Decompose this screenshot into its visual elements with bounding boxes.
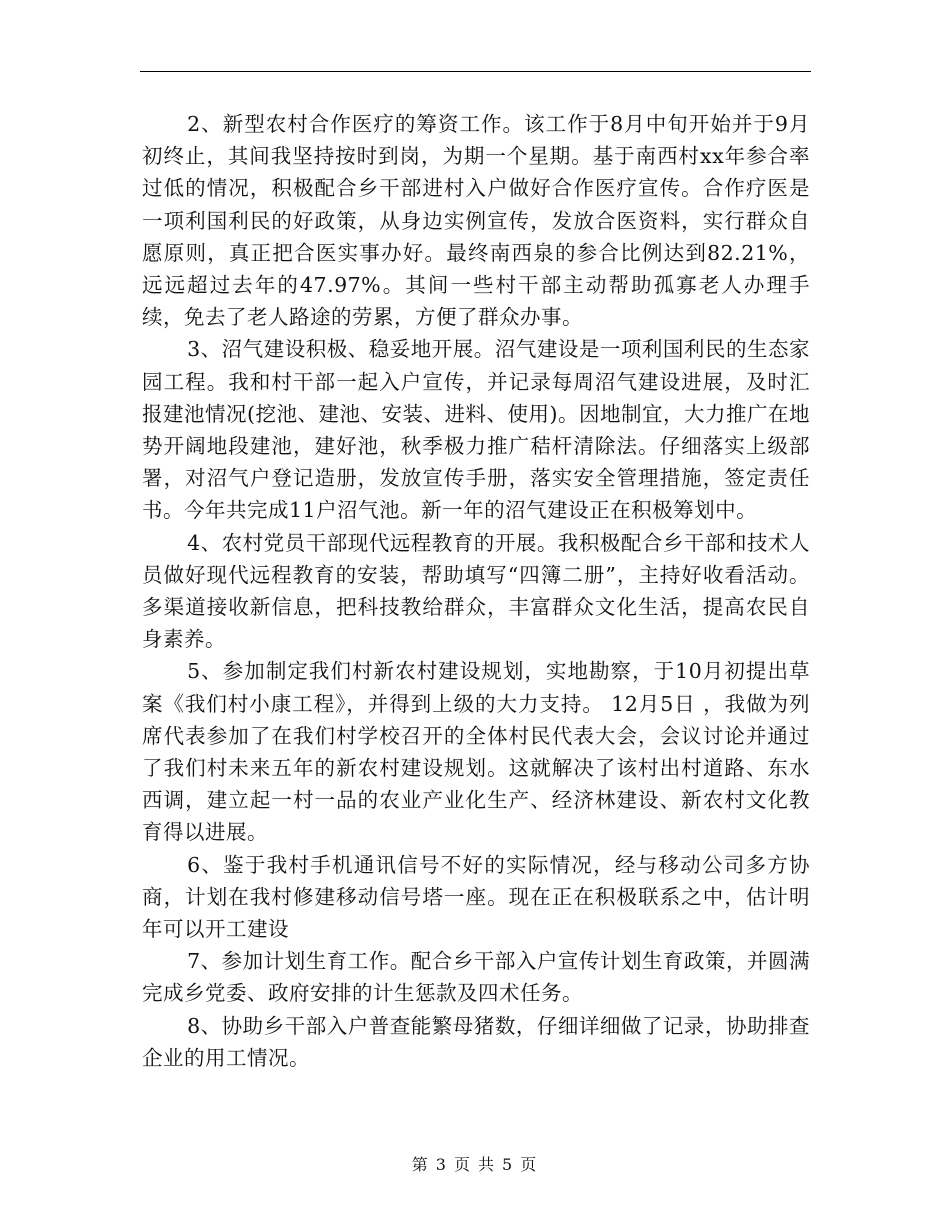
page-footer <box>0 1152 950 1175</box>
header-rule <box>140 71 811 72</box>
footer-current-page: 3 <box>435 1155 448 1174</box>
paragraph-4: 4、农村党员干部现代远程教育的开展。我积极配合乡干部和技术人员做好现代远程教育的安装，帮助填写“四簿二册”，主持好收看活动。多渠道接收新信息，把科技教给群众，丰富群众文化生活，提高农民自身素养。 <box>142 530 810 652</box>
footer-suffix: 页 <box>520 1155 539 1174</box>
footer-total-pages: 5 <box>502 1155 515 1174</box>
footer-total-word: 共 <box>478 1155 497 1174</box>
footer-prefix: 第 <box>411 1155 430 1174</box>
paragraph-8: 8、协助乡干部入户普查能繁母猪数，仔细详细做了记录，协助排查企业的用工情况。 <box>142 1013 810 1070</box>
paragraph-6: 6、鉴于我村手机通讯信号不好的实际情况，经与移动公司多方协商，计划在我村修建移动信号塔一座。现在正在积极联系之中，估计明年可以开工建设 <box>142 852 810 942</box>
body-text <box>142 108 810 1074</box>
paragraph-3: 3、沼气建设积极、稳妥地开展。沼气建设是一项利国利民的生态家园工程。我和村干部一起入户宣传，并记录每周沼气建设进展，及时汇报建池情况(挖池、建池、安装、进料、使用)。因地制宜，大力推广在地势开阔地段建池，建好池，秋季极力推广秸杆清除法。仔细落实上级部署，对沼气户登记造册，发放宣传手册，落实安全管理措施，签定责任书。今年共完成11户沼气池。新一年的沼气建设正在积极筹划中。 <box>142 337 810 523</box>
paragraph-2: 2、新型农村合作医疗的筹资工作。该工作于8月中旬开始并于9月初终止，其间我坚持按时到岗，为期一个星期。基于南西村xx年参合率过低的情况，积极配合乡干部进村入户做好合作医疗宣传。合作疗医是一项利国利民的好政策，从身边实例宣传，发放合医资料，实行群众自愿原则，真正把合医实事办好。最终南西泉的参合比例达到82.21%，远远超过去年的47.97%。其间一些村干部主动帮助孤寡老人办理手续，免去了老人路途的劳累，方便了群众办事。 <box>142 112 810 330</box>
paragraph-5: 5、参加制定我们村新农村建设规划，实地勘察，于10月初提出草案《我们村小康工程》，并得到上级的大力支持。 12月5日 ，我做为列席代表参加了在我们村学校召开的全体村民代表大会，会议讨论并通过了我们村未来五年的新农村建设规划。这就解决了该村出村道路、东水西调，建立起一村一品的农业产业化生产、经济林建设、新农村文化教育得以进展。 <box>142 659 810 845</box>
paragraph-7: 7、参加计划生育工作。配合乡干部入户宣传计划生育政策，并圆满完成乡党委、政府安排的计生惩款及四术任务。 <box>142 949 810 1006</box>
footer-page-word: 页 <box>453 1155 472 1174</box>
